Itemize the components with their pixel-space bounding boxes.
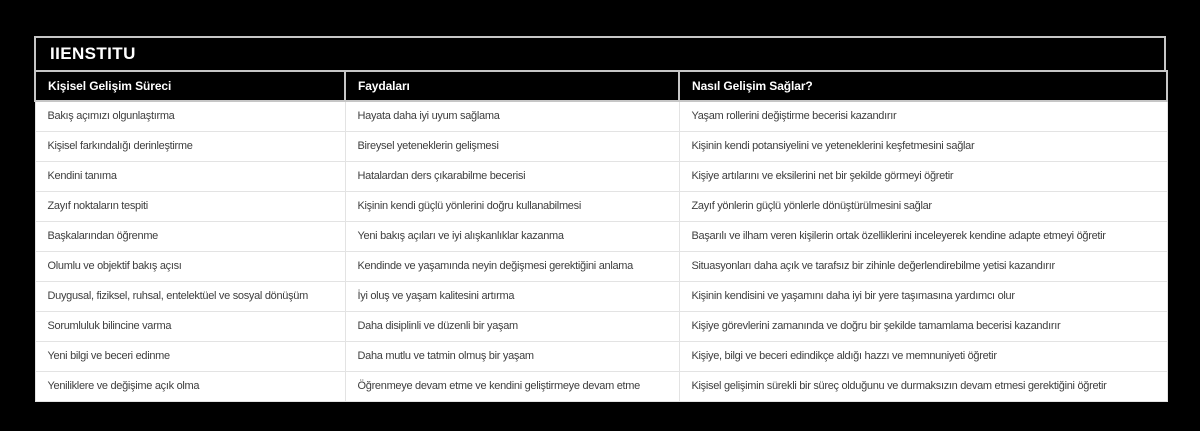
table-header-row	[35, 71, 1167, 101]
table-cell: Yeni bilgi ve beceri edinme	[35, 342, 345, 372]
table-cell: Hatalardan ders çıkarabilme becerisi	[345, 162, 679, 192]
table-cell: Bireysel yeteneklerin gelişmesi	[345, 132, 679, 162]
table-cell: Olumlu ve objektif bakış açısı	[35, 252, 345, 282]
table-cell: Situasyonları daha açık ve tarafsız bir zihinle değerlendirebilme yetisi kazandırır	[679, 252, 1167, 282]
table-cell: Zayıf yönlerin güçlü yönlerle dönüştürülmesini sağlar	[679, 192, 1167, 222]
table-row	[35, 252, 1167, 282]
column-header-kisisel-gelisim-sureci: Kişisel Gelişim Süreci	[35, 71, 345, 101]
table-cell: Daha mutlu ve tatmin olmuş bir yaşam	[345, 342, 679, 372]
brand-title: IIENSTITU	[50, 44, 136, 63]
table-row	[35, 162, 1167, 192]
table-cell: Daha disiplinli ve düzenli bir yaşam	[345, 312, 679, 342]
column-header-nasil-gelisim-saglar: Nasıl Gelişim Sağlar?	[679, 71, 1167, 101]
table-body	[35, 101, 1167, 402]
table-row	[35, 132, 1167, 162]
table-cell: Öğrenmeye devam etme ve kendini geliştirmeye devam etme	[345, 372, 679, 402]
table-cell: Kişinin kendisini ve yaşamını daha iyi bir yere taşımasına yardımcı olur	[679, 282, 1167, 312]
table-cell: Kişiye görevlerini zamanında ve doğru bir şekilde tamamlama becerisi kazandırır	[679, 312, 1167, 342]
table-row	[35, 342, 1167, 372]
personal-development-table	[34, 36, 1166, 402]
table-cell: Bakış açımızı olgunlaştırma	[35, 101, 345, 132]
table-cell: Yeniliklere ve değişime açık olma	[35, 372, 345, 402]
column-header-faydalari: Faydaları	[345, 71, 679, 101]
table-cell: Kişinin kendi potansiyelini ve yeteneklerini keşfetmesini sağlar	[679, 132, 1167, 162]
table-cell: Başkalarından öğrenme	[35, 222, 345, 252]
table-row	[35, 101, 1167, 132]
table-cell: Yaşam rollerini değiştirme becerisi kazandırır	[679, 101, 1167, 132]
table-cell: Yeni bakış açıları ve iyi alışkanlıklar kazanma	[345, 222, 679, 252]
data-table	[34, 70, 1168, 402]
table-cell: Kişisel gelişimin sürekli bir süreç olduğunu ve durmaksızın devam etmesi gerektiğini öğretir	[679, 372, 1167, 402]
table-cell: Başarılı ve ilham veren kişilerin ortak özelliklerini inceleyerek kendine adapte etmeyi öğretir	[679, 222, 1167, 252]
table-row	[35, 372, 1167, 402]
table-row	[35, 282, 1167, 312]
table-cell: Sorumluluk bilincine varma	[35, 312, 345, 342]
table-cell: Kişisel farkındalığı derinleştirme	[35, 132, 345, 162]
brand-bar	[34, 36, 1166, 72]
table-header	[35, 71, 1167, 101]
table-row	[35, 222, 1167, 252]
table-cell: Duygusal, fiziksel, ruhsal, entelektüel ve sosyal dönüşüm	[35, 282, 345, 312]
table-cell: Kendini tanıma	[35, 162, 345, 192]
table-cell: Kişinin kendi güçlü yönlerini doğru kullanabilmesi	[345, 192, 679, 222]
table-row	[35, 312, 1167, 342]
table-cell: Kişiye, bilgi ve beceri edindikçe aldığı hazzı ve memnuniyeti öğretir	[679, 342, 1167, 372]
table-cell: İyi oluş ve yaşam kalitesini artırma	[345, 282, 679, 312]
table-cell: Hayata daha iyi uyum sağlama	[345, 101, 679, 132]
table-cell: Kişiye artılarını ve eksilerini net bir şekilde görmeyi öğretir	[679, 162, 1167, 192]
table-cell: Zayıf noktaların tespiti	[35, 192, 345, 222]
table-cell: Kendinde ve yaşamında neyin değişmesi gerektiğini anlama	[345, 252, 679, 282]
table-row	[35, 192, 1167, 222]
